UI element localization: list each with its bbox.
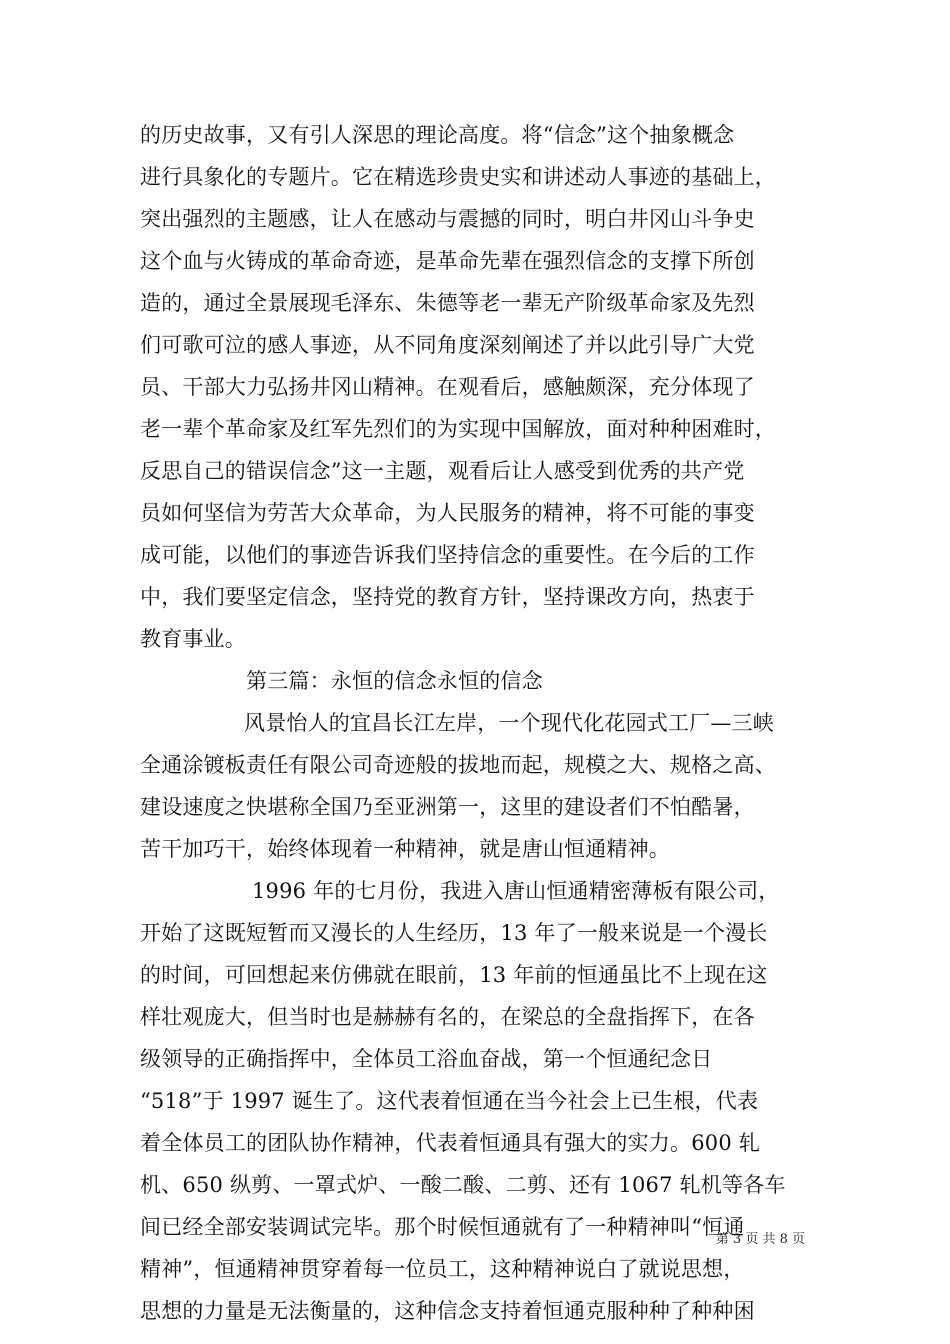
paragraph-line: 苦干加巧干，始终体现着一种精神，就是唐山恒通精神。: [140, 837, 670, 861]
page-number: 第 3 页 共 8 页: [715, 1232, 805, 1247]
paragraph-line: 风景怡人的宜昌长江左岸，一个现代化花园式工厂—三峡: [244, 711, 774, 735]
body-line: 老一辈个革命家及红军先烈们的为实现中国解放，面对种种困难时，: [140, 417, 776, 441]
paragraph-line: 1996 年的七月份，我进入唐山恒通精密薄板有限公司，: [252, 879, 780, 903]
body-line: 成可能，以他们的事迹告诉我们坚持信念的重要性。在今后的工作: [140, 543, 755, 567]
body-line: 教育事业。: [140, 627, 246, 651]
paragraph-line: 开始了这既短暂而又漫长的人生经历，13 年了一般来说是一个漫长: [140, 921, 768, 945]
paragraph-line: 精神”，恒通精神贯穿着每一位员工，这种精神说白了就说思想，: [140, 1257, 745, 1281]
body-line: 们可歌可泣的感人事迹，从不同角度深刻阐述了并以此引导广大党: [140, 333, 755, 357]
paragraph-line: 建设速度之快堪称全国乃至亚洲第一，这里的建设者们不怕酷暑，: [140, 795, 755, 819]
page-footer: [0, 1228, 950, 1247]
paragraph-line: 机、650 纵剪、一罩式炉、一酸二酸、二剪、还有 1067 轧机等各车: [140, 1173, 786, 1197]
body-line: 中，我们要坚定信念，坚持党的教育方针，坚持课改方向，热衷于: [140, 585, 755, 609]
body-line: 员、干部大力弘扬井冈山精神。在观看后，感触颇深，充分体现了: [140, 375, 755, 399]
body-line: 突出强烈的主题感，让人在感动与震撼的同时，明白井冈山斗争史: [140, 207, 755, 231]
paragraph-line: 间已经全部安装调试完毕。那个时候恒通就有了一种精神叫“恒通: [140, 1215, 745, 1239]
paragraph-line: 的时间，可回想起来仿佛就在眼前，13 年前的恒通虽比不上现在这: [140, 963, 768, 987]
paragraph-line: 全通涂镀板责任有限公司奇迹般的拔地而起，规模之大、规格之高、: [140, 753, 776, 777]
body-line: 反思自己的错误信念”这一主题，观看后让人感受到优秀的共产党: [140, 459, 745, 483]
body-line: 这个血与火铸成的革命奇迹，是革命先辈在强烈信念的支撑下所创: [140, 249, 755, 273]
document-body: [140, 114, 840, 1332]
body-line: 的历史故事，又有引人深思的理论高度。将“信念”这个抽象概念: [140, 123, 735, 147]
paragraph-line: 样壮观庞大，但当时也是赫赫有名的，在梁总的全盘指挥下，在各: [140, 1005, 755, 1029]
body-line: 员如何坚信为劳苦大众革命，为人民服务的精神，将不可能的事变: [140, 501, 755, 525]
body-line: 进行具象化的专题片。它在精选珍贵史实和讲述动人事迹的基础上，: [140, 165, 776, 189]
body-line: 造的，通过全景展现毛泽东、朱德等老一辈无产阶级革命家及先烈: [140, 291, 755, 315]
section-heading: 第三篇：永恒的信念永恒的信念: [246, 669, 543, 693]
paragraph-line: 级领导的正确指挥中，全体员工浴血奋战，第一个恒通纪念日: [140, 1047, 713, 1071]
paragraph-line: 着全体员工的团队协作精神，代表着恒通具有强大的实力。600 轧: [140, 1131, 760, 1155]
paragraph-line: “518”于 1997 诞生了。这代表着恒通在当今社会上已生根，代表: [140, 1089, 759, 1113]
paragraph-line: 思想的力量是无法衡量的，这种信念支持着恒通克服种种了种种困: [140, 1299, 755, 1323]
